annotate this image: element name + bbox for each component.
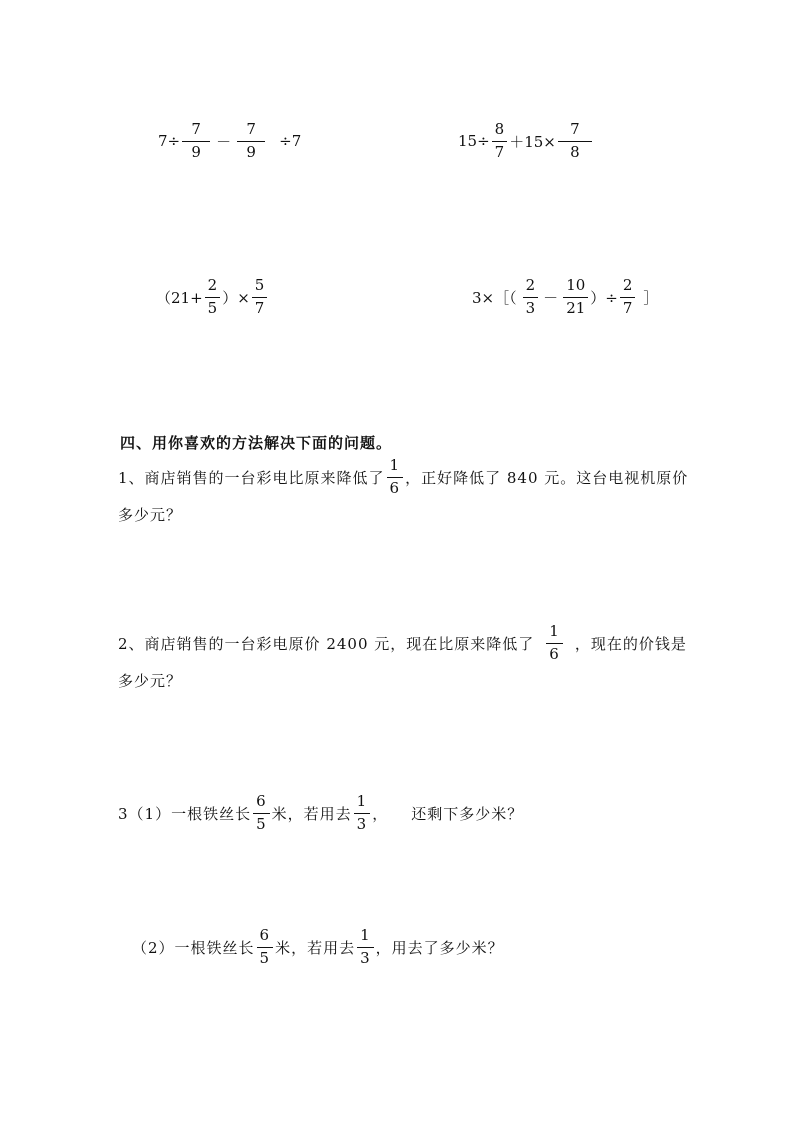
numerator: 1 — [549, 622, 560, 640]
question-text: 米，若用去 — [275, 938, 356, 957]
question-text: ，用去了多少米？ — [375, 938, 504, 957]
denominator: 7 — [252, 297, 268, 317]
fraction — [563, 278, 588, 317]
numerator: 2 — [525, 276, 536, 294]
numerator: 5 — [254, 276, 265, 294]
expression-3 — [156, 278, 269, 317]
expr-text: （21+ — [156, 288, 203, 307]
fraction — [205, 278, 221, 317]
denominator: 6 — [387, 477, 404, 497]
numerator: 1 — [360, 926, 371, 944]
question-text: ， 还剩下多少米？ — [372, 804, 524, 823]
fraction — [237, 122, 265, 161]
fraction — [620, 278, 636, 317]
denominator: 7 — [620, 297, 636, 317]
denominator: 3 — [357, 947, 374, 967]
expr-text: ］ — [643, 288, 659, 307]
fraction — [558, 122, 592, 161]
denominator: 8 — [558, 141, 592, 161]
expression-1 — [158, 122, 301, 161]
expr-operator: ）× — [222, 288, 250, 307]
numerator: 1 — [356, 792, 368, 810]
question-text: （2）一根铁丝长 — [132, 938, 255, 957]
numerator: 2 — [207, 276, 218, 294]
question-3-part-1 — [118, 794, 523, 833]
question-2-line-2: 多少元？ — [118, 672, 183, 690]
expr-operator: － — [543, 288, 559, 307]
section-heading: 四、用你喜欢的方法解决下面的问题。 — [120, 434, 393, 452]
denominator: 3 — [523, 297, 539, 317]
question-text: ，现在的价钱是 — [574, 634, 687, 653]
question-text: ，正好降低了 840 元。这台电视机原价 — [405, 468, 689, 487]
numerator: 10 — [566, 276, 586, 294]
question-1-line-2: 多少元？ — [118, 506, 183, 524]
fraction — [252, 278, 268, 317]
fraction — [182, 122, 210, 161]
expr-text: 7÷ — [158, 132, 181, 151]
expr-text: ÷7 — [279, 132, 302, 151]
fraction — [354, 794, 371, 833]
numerator: 1 — [389, 456, 401, 474]
numerator: 7 — [191, 120, 201, 138]
denominator: 5 — [257, 947, 274, 967]
denominator: 9 — [237, 141, 265, 161]
fraction — [387, 458, 404, 497]
fraction — [523, 278, 539, 317]
expr-operator: ＋15× — [509, 132, 556, 151]
denominator: 21 — [563, 297, 588, 317]
denominator: 5 — [205, 297, 221, 317]
question-2-line-1 — [118, 624, 687, 663]
question-3-part-2 — [132, 928, 504, 967]
question-1-line-1 — [118, 458, 688, 497]
numerator: 6 — [259, 926, 271, 944]
denominator: 5 — [253, 813, 270, 833]
expression-4 — [472, 278, 658, 317]
fraction — [492, 122, 508, 161]
fraction — [357, 928, 374, 967]
expression-2 — [458, 122, 594, 161]
question-text: 米，若用去 — [271, 804, 352, 823]
question-text: 1、商店销售的一台彩电比原来降低了 — [118, 468, 385, 487]
numerator: 2 — [622, 276, 633, 294]
denominator: 9 — [182, 141, 210, 161]
denominator: 3 — [354, 813, 371, 833]
numerator: 7 — [570, 120, 580, 138]
expr-text: 3×［（ — [472, 288, 517, 307]
fraction — [253, 794, 270, 833]
numerator: 7 — [246, 120, 256, 138]
denominator: 7 — [492, 141, 508, 161]
question-text: 3（1）一根铁丝长 — [118, 804, 252, 823]
expr-operator: ）÷ — [590, 288, 618, 307]
numerator: 6 — [256, 792, 267, 810]
expr-text: 15÷ — [458, 132, 490, 151]
question-text: 2、商店销售的一台彩电原价 2400 元，现在比原来降低了 — [118, 634, 535, 653]
fraction — [546, 624, 563, 663]
expr-operator: － — [216, 132, 232, 151]
denominator: 6 — [546, 643, 563, 663]
numerator: 8 — [494, 120, 505, 138]
fraction — [257, 928, 274, 967]
